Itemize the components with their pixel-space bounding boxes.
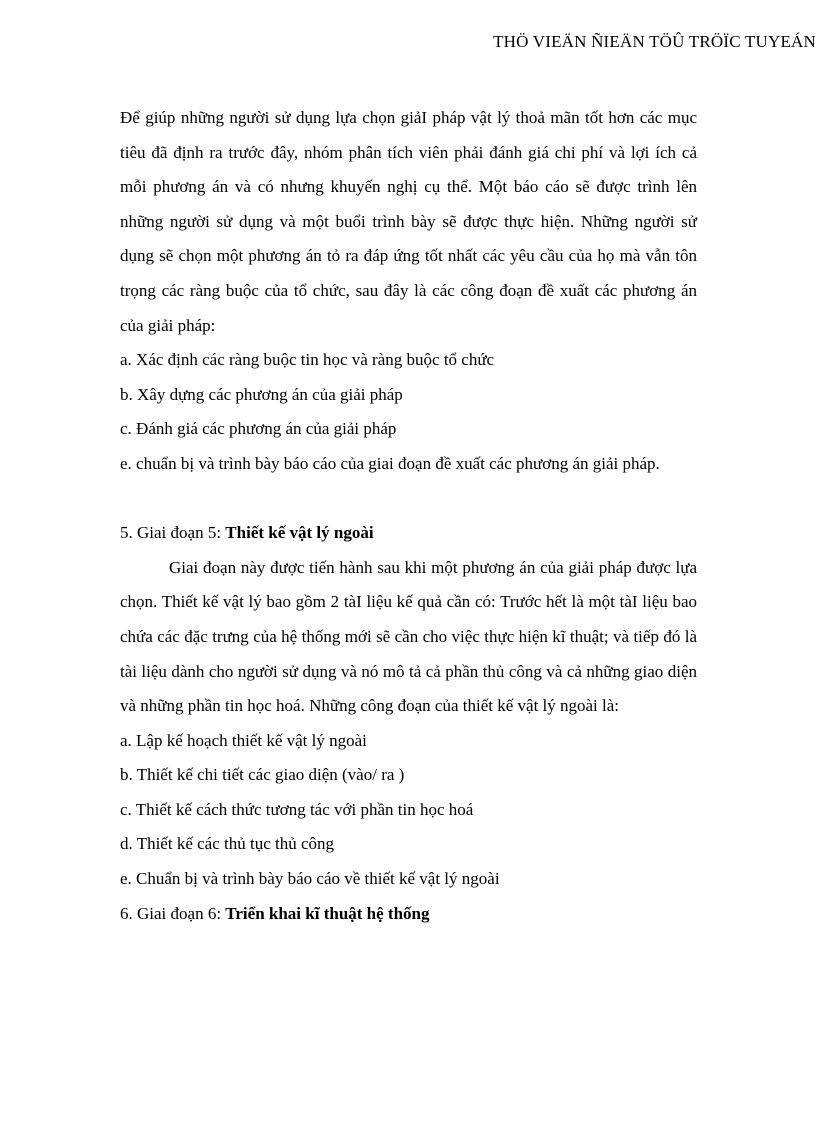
list-item: e. Chuẩn bị và trình bày báo cáo về thiết kế vật lý ngoài [120,869,500,889]
section4-list [120,343,697,481]
section6-heading-prefix: 6. Giai đoạn 6: [120,903,226,923]
list-item: b. Thiết kế chi tiết các giao diện (vào/ ra ) [120,765,405,785]
section6-heading-title: Triển khai kĩ thuật hệ thống [225,903,430,923]
section5-heading [120,516,697,551]
list-item: c. Đánh giá các phương án của giải pháp [120,419,397,439]
section6-heading [120,897,697,932]
section4-paragraph: Để giúp những người sử dụng lựa chọn giảI pháp vật lý thoả mãn tốt hơn các mục tiêu đã định ra trước đây, nhóm phân tích viên phải đánh giá chi phí và lợi ích cả mỗi phương án và có nhưng khuyến nghị cụ thể. Một báo cáo sẽ được trình lên những người sử dụng và một buổi trình bày sẽ được thực hiện. Những người sử dụng sẽ chọn một phương án tỏ ra đáp ứng tốt nhất các yêu cầu của họ mà vẫn tôn trọng các ràng buộc của tổ chức, sau đây là các công đoạn đề xuất các phương án của giải pháp: [120,108,697,335]
section5-heading-prefix: 5. Giai đoạn 5: [120,523,226,543]
list-item: c. Thiết kế cách thức tương tác với phần tin học hoá [120,799,474,819]
section5-heading-title: Thiết kế vật lý ngoài [225,523,374,543]
list-item: b. Xây dựng các phương án của giải pháp [120,384,403,404]
list-item: e. chuẩn bị và trình bày báo cáo của giai đoạn đề xuất các phương án giải pháp. [120,453,660,473]
list-item: d. Thiết kế các thủ tục thủ công [120,834,335,854]
spacer [120,482,697,517]
page-header: THÖ VIEÄN ÑIEÄN TÖÛ TRÖÏC TUYEÁN [493,32,816,51]
document-body [120,101,697,931]
list-item: a. Xác định các ràng buộc tin học và ràng buộc tổ chức [120,350,495,370]
list-item: a. Lập kế hoạch thiết kế vật lý ngoài [120,730,367,750]
section5-list [120,724,697,897]
section5-paragraph: Giai đoạn này được tiến hành sau khi một phương án của giải pháp được lựa chọn. Thiết kế vật lý bao gồm 2 tàI liệu kế quả cần có: Trước hết là một tàI liệu bao chứa các đặc trưng của hệ thống mới sẽ cần cho việc thực hiện kĩ thuật; và tiếp đó là tài liệu dành cho người sử dụng và nó mô tả cả phần thủ công và cả những giao diện và những phần tin học hoá. Những công đoạn của thiết kế vật lý ngoài là: [120,557,697,716]
